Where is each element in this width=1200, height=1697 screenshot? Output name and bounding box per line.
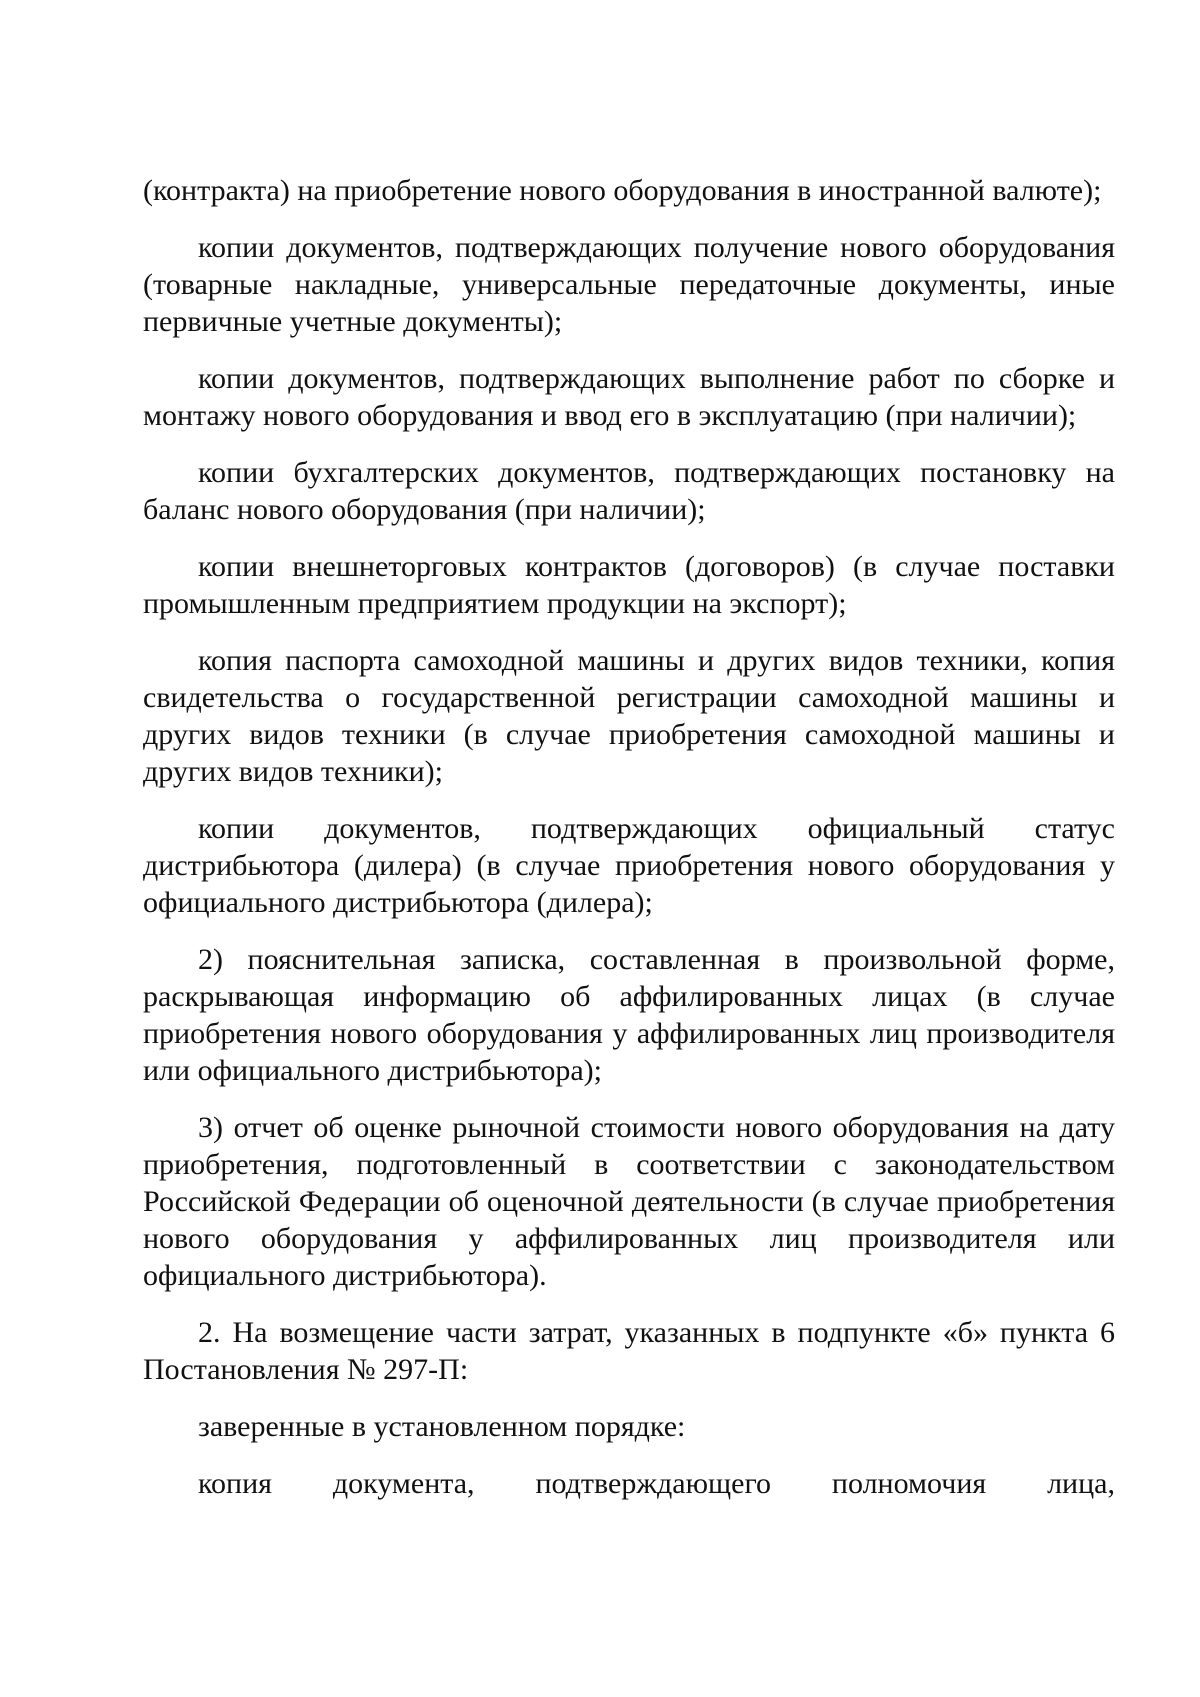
paragraph-accounting-documents: копии бухгалтерских документов, подтверждающих постановку на баланс нового оборудования (при наличии);: [143, 456, 1115, 526]
paragraph-authority-copy: копия документа, подтверждающего полномочия лица,: [198, 1467, 1115, 1500]
paragraph-explanatory-note: 2) пояснительная записка, составленная в произвольной форме, раскрывающая информацию об аффилированных лицах (в случае приобретения нового оборудования у аффилированных лиц производителя или официального дистрибьютора);: [143, 943, 1115, 1087]
paragraph-distributor-status: копии документов, подтверждающих официальный статус дистрибьютора (дилера) (в случае приобретения нового оборудования у официального дистрибьютора (дилера);: [143, 812, 1115, 919]
paragraph-receipt-documents: копии документов, подтверждающих получение нового оборудования (товарные накладные, универсальные передаточные документы, иные первичные учетные документы);: [143, 231, 1115, 338]
document-page: [143, 172, 1115, 1522]
paragraph-compensation-costs: 2. На возмещение части затрат, указанных в подпункте «б» пункта 6 Постановления № 297-П:: [143, 1316, 1115, 1386]
paragraph-valuation-report: 3) отчет об оценке рыночной стоимости нового оборудования на дату приобретения, подготовленный в соответствии с законодательством Российской Федерации об оценочной деятельности (в случае приобретения нового оборудования у аффилированных лиц производителя или официального дистрибьютора).: [143, 1111, 1115, 1292]
paragraph-assembly-documents: копии документов, подтверждающих выполнение работ по сборке и монтажу нового оборудования и ввод его в эксплуатацию (при наличии);: [143, 362, 1115, 432]
paragraph-certified: заверенные в установленном порядке:: [198, 1410, 686, 1443]
paragraph-export-contracts: копии внешнеторговых контрактов (договоров) (в случае поставки промышленным предприятием продукции на экспорт);: [143, 550, 1115, 620]
paragraph-vehicle-passport: копия паспорта самоходной машины и других видов техники, копия свидетельства о государственной регистрации самоходной машины и других видов техники (в случае приобретения самоходной машины и других видов техники);: [143, 644, 1115, 788]
paragraph-contract-currency: (контракта) на приобретение нового оборудования в иностранной валюте);: [143, 174, 1102, 207]
